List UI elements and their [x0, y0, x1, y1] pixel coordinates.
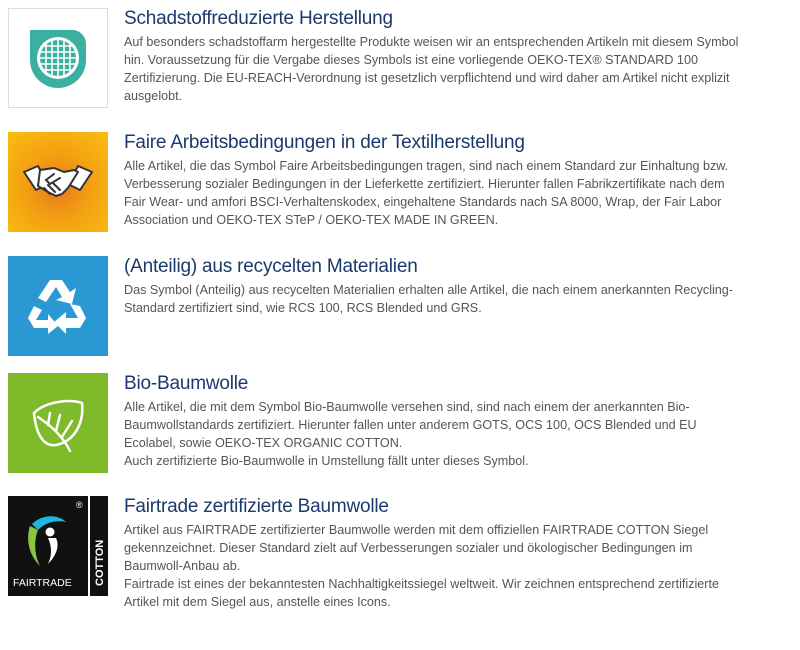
- description-line: ausgelobt.: [124, 89, 183, 103]
- handshake-icon: [8, 132, 108, 232]
- label-text: [124, 8, 774, 105]
- description-line: Fair Wear- und amfori BSCI-Verhaltenskodex, eingehaltene Standards nach SA 8000, Wrap, der Fair Labor: [124, 195, 722, 209]
- description-line: Auf besonders schadstoffarm hergestellte Produkte weisen wir an entsprechenden Artikeln mit diesem Symbol: [124, 35, 739, 49]
- label-description: [124, 398, 774, 470]
- label-title: Bio-Baumwolle: [124, 373, 249, 394]
- shield-grid-icon: [8, 8, 108, 108]
- label-title: Fairtrade zertifizierte Baumwolle: [124, 496, 389, 517]
- description-line: Artikel mit dem Siegel aus, anstelle eines Icons.: [124, 595, 391, 609]
- label-title: Faire Arbeitsbedingungen in der Textilherstellung: [124, 132, 525, 153]
- description-line: Standard zertifiziert sind, wie RCS 100, RCS Blended und GRS.: [124, 301, 482, 315]
- label-text: [124, 373, 774, 470]
- description-line: Baumwollstandards zertifiziert. Hierunter fallen unter anderem GOTS, OCS 100, OCS Blended und EU: [124, 418, 697, 432]
- label-title: Schadstoffreduzierte Herstellung: [124, 8, 393, 29]
- description-line: hin. Voraussetzung für die Vergabe dieses Symbols ist eine vorliegende OEKO-TEX® STANDARD 100: [124, 53, 698, 67]
- label-text: [124, 256, 774, 317]
- fairtrade-cotton-logo-icon: [8, 496, 108, 596]
- description-line: Das Symbol (Anteilig) aus recycelten Materialien erhalten alle Artikel, die nach einem anerkannten Recycling-: [124, 283, 734, 297]
- label-title: (Anteilig) aus recycelten Materialien: [124, 256, 418, 277]
- label-description: [124, 157, 774, 229]
- description-line: Zertifizierung. Die EU-REACH-Verordnung ist gesetzlich verpflichtend und wird daher am Artikel nicht explizit: [124, 71, 730, 85]
- description-line: Artikel aus FAIRTRADE zertifizierter Baumwolle werden mit dem offiziellen FAIRTRADE COTTON Siegel: [124, 523, 709, 537]
- description-line: Ecolabel, sowie OEKO-TEX ORGANIC COTTON.: [124, 436, 403, 450]
- cotton-wordmark: COTTON: [94, 539, 106, 586]
- label-text: [124, 132, 774, 229]
- description-line: Fairtrade ist eines der bekanntesten Nachhaltigkeitssiegel weltweit. Wir zeichnen entsprechend zertifizierte: [124, 577, 719, 591]
- description-line: Auch zertifizierte Bio-Baumwolle in Umstellung fällt unter dieses Symbol.: [124, 454, 529, 468]
- recycle-icon: [8, 256, 108, 356]
- description-line: Verbesserung sozialer Bedingungen in der Lieferkette zertifiziert. Hierunter fallen Fabrikzertifikate nach dem: [124, 177, 725, 191]
- description-line: Association und OEKO-TEX STeP / OEKO-TEX MADE IN GREEN.: [124, 213, 499, 227]
- label-description: [124, 521, 774, 611]
- label-text: [124, 496, 774, 611]
- description-line: gekennzeichnet. Dieser Standard zielt auf Verbesserungen sozialer und ökologischer Bedingungen im: [124, 541, 693, 555]
- label-description: [124, 281, 774, 317]
- leaf-icon: [8, 373, 108, 473]
- description-line: Baumwoll-Anbau ab.: [124, 559, 241, 573]
- description-line: Alle Artikel, die das Symbol Faire Arbeitsbedingungen tragen, sind nach einem Standard zur Einhaltung bzw.: [124, 159, 729, 173]
- fairtrade-wordmark: FAIRTRADE: [13, 577, 72, 589]
- label-description: [124, 33, 774, 105]
- description-line: Alle Artikel, die mit dem Symbol Bio-Baumwolle versehen sind, sind nach einem der anerkannten Bio-: [124, 400, 690, 414]
- registered-mark: ®: [76, 500, 83, 510]
